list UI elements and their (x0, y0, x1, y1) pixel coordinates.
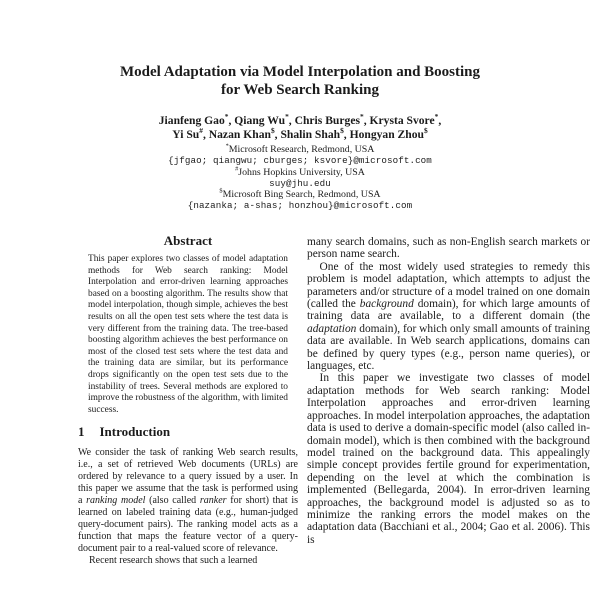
email-line (0, 155, 600, 166)
affiliation-text: Microsoft Research, Redmond, USA (228, 144, 375, 155)
email-line (0, 178, 600, 189)
paragraph (307, 236, 590, 261)
paragraph (307, 372, 590, 546)
affiliation-marker: $ (424, 125, 428, 135)
affiliation-text: suy@jhu.edu (269, 177, 331, 189)
text-run: , (438, 114, 442, 127)
abstract-text (88, 254, 288, 416)
text-run: In this paper we investigate two classes of model adaptation methods for Web search ranking: Model Interpolation approaches and error-driven learning approaches. In model interpolation approaches, the adaptation data is used to derive a domain-specific model (also called in-domain model), which is then combined with the background model trained on the background data. This appealingly simple concept provides fertile ground for experimentation, depending on the level at which the combination is implemented (Bellegarda, 2004). In error-driven learning approaches, the background model is adjusted so as to minimize the ranking errors the model makes on the adaptation data (Bacchiani et al., 2004; Gao et al. 2006). This is (307, 372, 590, 546)
affiliation-marker: * (434, 112, 439, 122)
affiliation-text: Johns Hopkins University, USA (238, 166, 365, 178)
abstract-heading: Abstract (163, 233, 213, 248)
email-line (0, 200, 600, 211)
section-title: Introduction (99, 424, 171, 440)
text-run: This paper explores two classes of model adaptation methods for Web search ranking: Model Interpolation and error-driven learning approaches based on a boosting algorithm. The results show that model interpolation, though simple, achieves the best results on all the open test sets where the test data is very different from the training data. The tree-based boosting algorithm achieves the best performance on most of the closed test sets where the test data and the training data are similar, but its performance drops significantly on the open test sets due to the instability of trees. Several methods are explored to improve the robustness of the algorithm, with limited success. (88, 254, 288, 415)
text-run: background (359, 298, 414, 311)
author-line (0, 125, 600, 142)
text-run: for short) that is learned on labeled training data (e.g., human-judged query-document pairs). The ranking model acts as a function that maps the feature vector of a query-document pair to a real-valued score of relevance. (78, 495, 299, 555)
affiliation-block (0, 144, 600, 212)
author-line (0, 114, 600, 128)
paragraph (78, 555, 298, 567)
affiliation-text: {nazanka; a-shas; honzhou}@microsoft.com (187, 200, 413, 212)
paragraph (88, 254, 288, 416)
affiliation-line (0, 144, 600, 155)
affiliation-marker: * (359, 112, 364, 122)
paper-title (0, 0, 600, 99)
affiliation-text: Microsoft Bing Search, Redmond, USA (222, 189, 381, 201)
text-run: domain), for which only small amounts of training data are available. In Web search applications, domains can be defined by query types (e.g., person name queries), or languages, etc. (307, 322, 590, 373)
text-run: many search domains, such as non-English search markets or person name search. (307, 236, 590, 261)
text-run: One of the most widely used strategies to remedy this problem is model adaptation, which attempts to adjust the parameters and/or structure of a model trained on one domain (called the (307, 260, 590, 311)
text-run: domain), for which large amounts of training data are available, to a different domain (the (307, 298, 590, 323)
section-1-heading (78, 426, 298, 438)
paper-title-line: for Web Search Ranking (221, 81, 379, 98)
introduction-text (78, 447, 298, 567)
affiliation-marker: # (199, 125, 203, 135)
text-run: Yi Su (172, 127, 200, 141)
text-run: Recent research shows that such a learned (89, 555, 258, 567)
affiliation-marker: * (224, 112, 229, 122)
right-column (307, 231, 590, 567)
text-run: , Krysta Svore (363, 114, 435, 127)
body-columns (78, 231, 590, 567)
text-run: ranker (199, 495, 227, 507)
text-run: ranking model (86, 495, 146, 507)
paragraph (78, 447, 298, 555)
affiliation-marker: * (225, 142, 229, 150)
author-block (0, 114, 600, 141)
text-run: , Qiang Wu (228, 114, 286, 127)
paragraph (307, 261, 590, 373)
affiliation-marker: $ (219, 187, 223, 195)
left-column (78, 231, 298, 567)
affiliation-marker: $ (340, 125, 344, 135)
text-run: , Shalin Shah (274, 127, 341, 141)
text-run: , Nazan Khan (202, 127, 271, 141)
text-run: adaptation (307, 322, 357, 335)
text-run: , Chris Burges (288, 114, 360, 127)
text-run: We consider the task of ranking Web search results, i.e., a set of retrieved Web documents (URLs) are ordered by relevance to a query issued by a user. In this paper we assume that the task is performed using a (78, 447, 298, 507)
affiliation-text: {jfgao; qiangwu; cburges; ksvore}@microsoft.com (168, 155, 432, 167)
paper-title-line: Model Adaptation via Model Interpolation and Boosting (119, 64, 481, 80)
affiliation-marker: # (235, 165, 239, 173)
section-number: 1 (78, 424, 85, 440)
text-run: , Hongyan Zhou (343, 127, 424, 141)
affiliation-line (0, 189, 600, 200)
affiliation-marker: * (285, 112, 289, 122)
affiliation-line (0, 167, 600, 178)
text-run: (also called (145, 495, 200, 507)
text-run: Jianfeng Gao (158, 114, 225, 127)
affiliation-marker: $ (270, 125, 275, 135)
